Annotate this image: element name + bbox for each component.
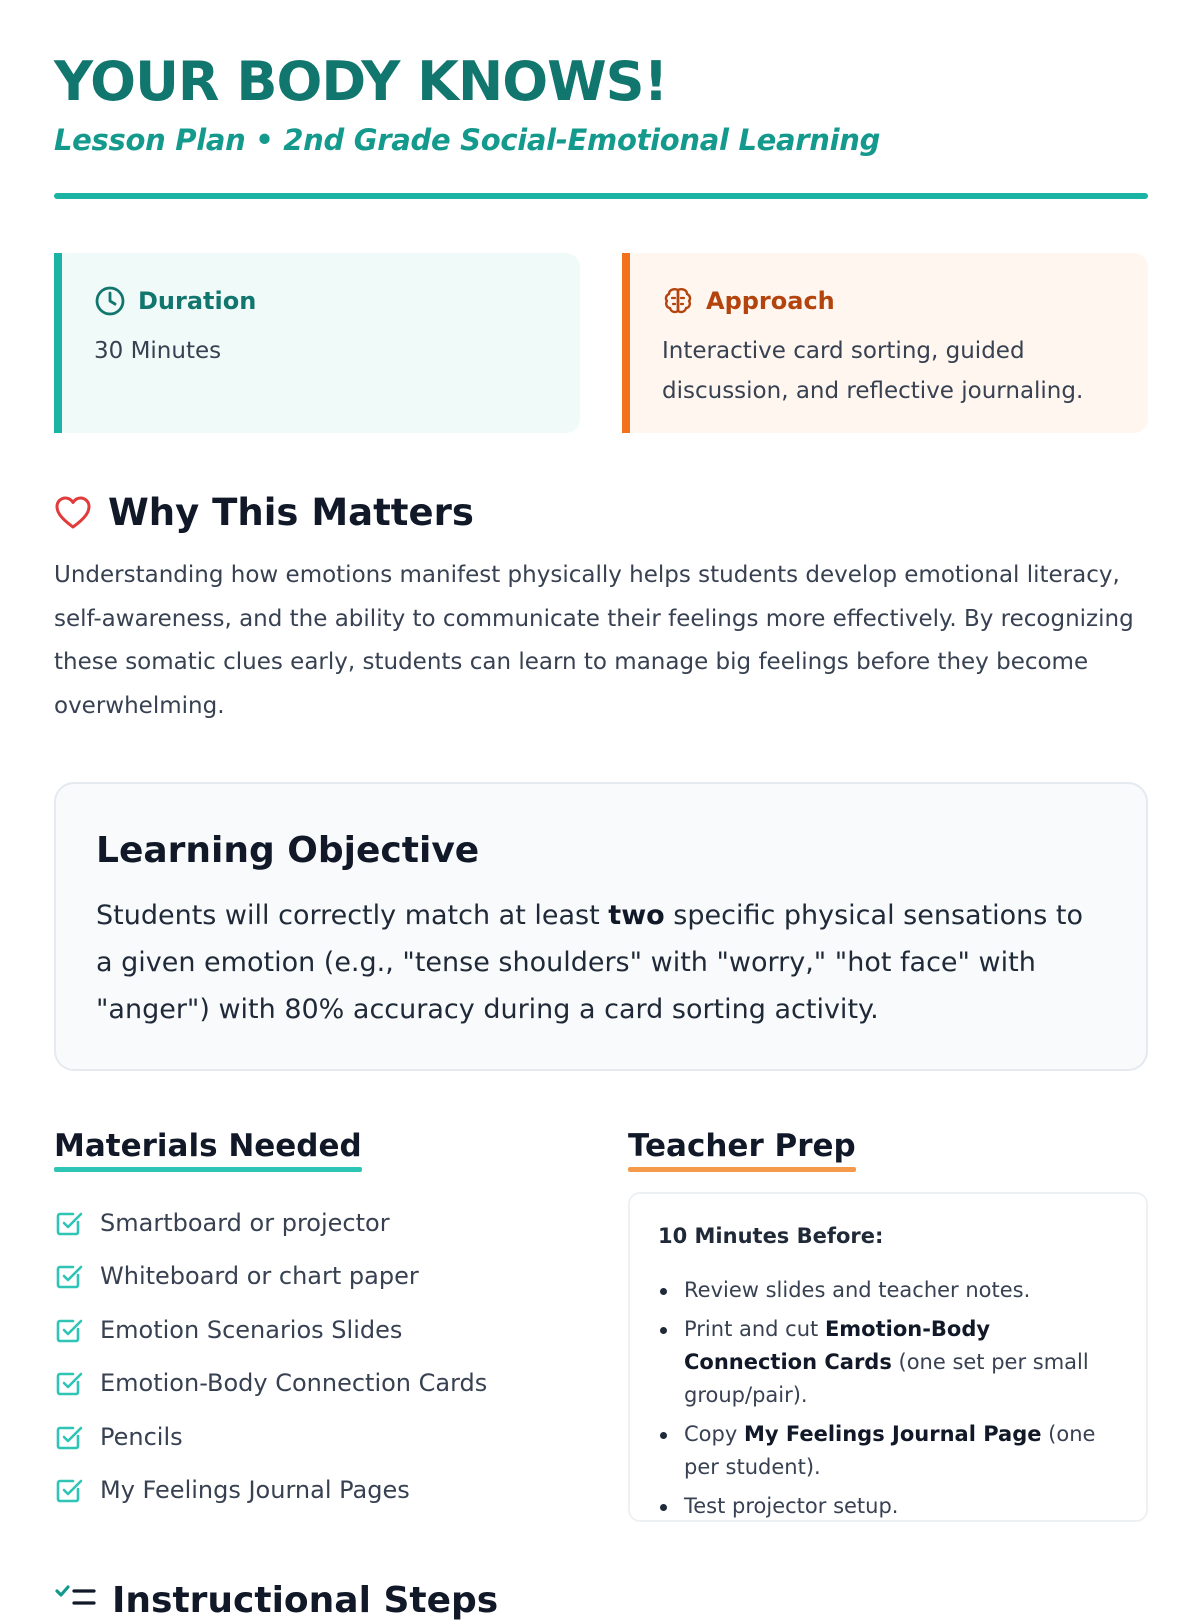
list-check-icon — [54, 1583, 98, 1619]
materials-list — [54, 1196, 487, 1517]
why-section-title: Why This Matters — [108, 491, 474, 534]
teacher-prep-item — [658, 1274, 1122, 1307]
checkbox-icon — [54, 1422, 84, 1452]
prep-item-emphasis: My Feelings Journal Page — [743, 1422, 1042, 1446]
materials-list-item — [54, 1196, 487, 1250]
teacher-prep-item — [658, 1418, 1122, 1484]
teacher-prep-item — [658, 1313, 1122, 1412]
duration-header — [94, 285, 256, 317]
objective-emphasis: two — [608, 900, 665, 931]
checkbox-icon — [54, 1368, 84, 1398]
objective-text-part: Students will correctly match at least — [96, 900, 609, 931]
approach-header — [662, 285, 835, 317]
teacher-prep-title — [628, 1128, 856, 1166]
materials-title-underline — [54, 1167, 362, 1172]
approach-card — [622, 253, 1148, 433]
prep-item-text: Test projector setup. — [684, 1494, 899, 1518]
approach-value: Interactive card sorting, guided discussion, and reflective journaling. — [662, 338, 1084, 404]
brain-icon — [662, 285, 694, 317]
checkbox-icon — [54, 1315, 84, 1345]
materials-item-label: Emotion-Body Connection Cards — [100, 1369, 488, 1398]
teacher-prep-subtitle: 10 Minutes Before: — [658, 1224, 884, 1248]
teacher-prep-title-underline — [628, 1167, 856, 1172]
materials-list-item — [54, 1250, 487, 1304]
materials-title — [54, 1128, 362, 1166]
materials-item-label: Whiteboard or chart paper — [100, 1262, 419, 1291]
teacher-prep-item — [658, 1490, 1122, 1523]
steps-section-header — [54, 1580, 498, 1621]
duration-accent-bar — [54, 253, 62, 433]
why-section-body: Understanding how emotions manifest physically helps students develop emotional literacy, self-awareness, and the ability to communicate their feelings more effectively. By recognizing these somatic clues early, students can learn to manage big feelings before they become overwhelming. — [54, 562, 1134, 719]
approach-label: Approach — [706, 287, 835, 315]
prep-item-emphasis: Emotion-Body Connection Cards — [684, 1317, 991, 1374]
objective-text-part: specific physical sensations to a given emotion (e.g., "tense shoulders" with "worry," "hot face" with "anger") with 80% accuracy during a card sorting activity. — [96, 900, 1084, 1025]
materials-item-label: Pencils — [100, 1422, 183, 1451]
clock-icon — [94, 285, 126, 317]
prep-item-text: (one per student). — [684, 1422, 1096, 1479]
prep-item-text: (one set per small group/pair). — [684, 1350, 1089, 1407]
materials-item-label: My Feelings Journal Pages — [100, 1476, 410, 1505]
materials-list-item — [54, 1464, 487, 1518]
materials-item-label: Smartboard or projector — [100, 1208, 390, 1237]
duration-label: Duration — [138, 287, 257, 315]
approach-accent-bar — [622, 253, 630, 433]
checkbox-icon — [54, 1261, 84, 1291]
prep-item-text: Review slides and teacher notes. — [684, 1278, 1031, 1302]
materials-list-item — [54, 1303, 487, 1357]
teacher-prep-box — [628, 1192, 1148, 1522]
prep-item-text: Print and cut — [684, 1317, 825, 1341]
heart-icon — [54, 495, 92, 531]
page-subtitle: Lesson Plan • 2nd Grade Social-Emotional Learning — [54, 123, 881, 157]
duration-value: 30 Minutes — [94, 338, 222, 364]
learning-objective-text — [96, 892, 1106, 1033]
page-title: YOUR BODY KNOWS! — [54, 50, 668, 113]
materials-title-text: Materials Needed — [54, 1128, 362, 1164]
learning-objective-title: Learning Objective — [96, 830, 480, 871]
header-divider — [54, 193, 1148, 199]
teacher-prep-title-text: Teacher Prep — [628, 1128, 856, 1164]
steps-section-title: Instructional Steps — [112, 1580, 499, 1621]
why-section-header — [54, 491, 474, 534]
duration-card — [54, 253, 580, 433]
prep-item-text: Copy — [684, 1422, 744, 1446]
materials-item-label: Emotion Scenarios Slides — [100, 1315, 403, 1344]
materials-list-item — [54, 1410, 487, 1464]
materials-list-item — [54, 1357, 487, 1411]
checkbox-icon — [54, 1208, 84, 1238]
checkbox-icon — [54, 1475, 84, 1505]
teacher-prep-list — [658, 1274, 1122, 1529]
learning-objective-box — [54, 782, 1148, 1071]
